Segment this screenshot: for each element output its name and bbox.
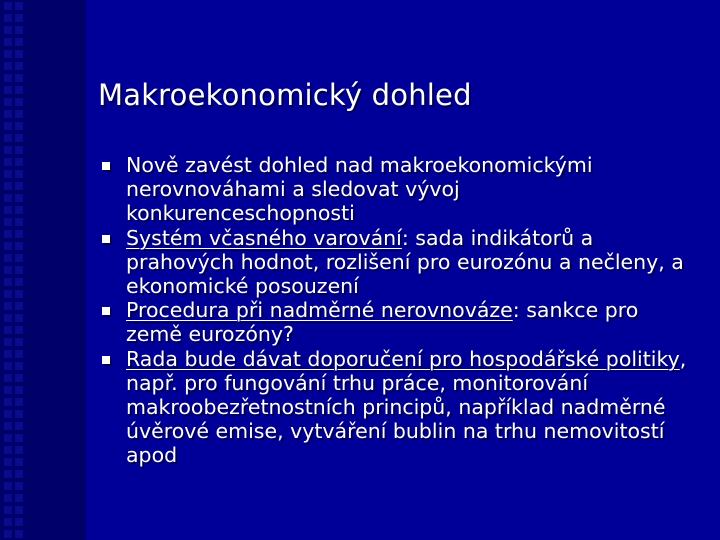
decorative-square [4,386,12,394]
decorative-square [15,194,23,202]
decorative-square [15,326,23,334]
decorative-square [4,182,12,190]
decorative-square [4,470,12,478]
bullet-item [100,226,690,299]
decorative-square [4,410,12,418]
decorative-square [4,290,12,298]
bullet-text: : sankce pro země eurozóny? [126,298,639,347]
bullet-square-icon [102,235,110,243]
bullet-item [100,153,690,226]
decorative-square [4,482,12,490]
decorative-square [4,38,12,46]
decorative-square [4,350,12,358]
bullet-emphasis-link[interactable]: Systém včasného varování [126,225,402,250]
decorative-square [15,518,23,526]
decorative-square [4,134,12,142]
decorative-square [15,266,23,274]
decorative-square-column [15,0,24,540]
decorative-square [15,422,23,430]
decorative-square [4,158,12,166]
decorative-square [15,470,23,478]
decorative-square [4,362,12,370]
decorative-square [4,122,12,130]
decorative-square [15,62,23,70]
decorative-square [4,266,12,274]
decorative-square [4,218,12,226]
decorative-square [15,302,23,310]
decorative-square [15,134,23,142]
bullet-list [100,153,690,468]
decorative-square [4,50,12,58]
decorative-square [15,182,23,190]
decorative-square [4,494,12,502]
decorative-square [4,146,12,154]
decorative-square [4,398,12,406]
bullet-emphasis-link[interactable]: Procedura při nadměrné nerovnováze [126,298,513,323]
decorative-square [15,278,23,286]
decorative-square [15,38,23,46]
decorative-square [15,350,23,358]
bullet-text: Nově zavést dohled nad makroekonomickými nerovnováhami a sledovat vývoj konkurenceschopnosti [126,153,593,226]
decorative-square [15,218,23,226]
decorative-square [4,74,12,82]
decorative-square [15,398,23,406]
decorative-square [15,14,23,22]
bullet-text: : sada indikátorů a prahových hodnot, rozlišení pro eurozónu a nečleny, a ekonomické posouzení [126,225,684,299]
decorative-square [4,314,12,322]
decorative-square [15,494,23,502]
decorative-square [15,386,23,394]
decorative-square [4,170,12,178]
decorative-square [4,194,12,202]
decorative-square [15,530,23,538]
decorative-square [4,338,12,346]
decorative-square [15,110,23,118]
decorative-square [4,86,12,94]
decorative-square [15,242,23,250]
decorative-square [4,446,12,454]
decorative-square [4,110,12,118]
decorative-square [15,26,23,34]
decorative-square [4,98,12,106]
decorative-square [15,458,23,466]
bullet-emphasis-link[interactable]: Rada bude dávat doporučení pro hospodářské politiky [126,346,680,371]
decorative-square [15,290,23,298]
decorative-square [4,242,12,250]
decorative-square [4,26,12,34]
decorative-square [15,98,23,106]
decorative-square [4,434,12,442]
decorative-square [15,410,23,418]
decorative-square [15,362,23,370]
decorative-square [15,506,23,514]
decorative-square [15,122,23,130]
bullet-text: , např. pro fungování trhu práce, monitorování makroobezřetnostních principů, například nadměrné úvěrové emise, vytváření bublin na trhu nemovitostí apod [126,346,687,468]
decorative-square [4,230,12,238]
decorative-square [4,530,12,538]
decorative-square [4,206,12,214]
decorative-square [15,206,23,214]
decorative-square [15,434,23,442]
bullet-square-icon [102,162,110,170]
decorative-square [15,338,23,346]
decorative-square [15,230,23,238]
decorative-square-column [4,0,13,540]
decorative-square [4,62,12,70]
decorative-square [4,14,12,22]
decorative-square [15,314,23,322]
bullet-item [100,347,690,468]
decorative-square [15,374,23,382]
decorative-square [4,302,12,310]
decorative-square [15,482,23,490]
decorative-square [15,50,23,58]
decorative-square [15,446,23,454]
decorative-square [15,254,23,262]
decorative-square [4,2,12,10]
decorative-square [15,158,23,166]
bullet-square-icon [102,307,110,315]
decorative-square [4,518,12,526]
decorative-square [15,146,23,154]
decorative-square [15,86,23,94]
decorative-square [4,326,12,334]
slide-title: Makroekonomický dohled [98,78,472,112]
decorative-square [15,74,23,82]
decorative-square [4,374,12,382]
decorative-square [4,278,12,286]
bullet-item [100,298,690,346]
decorative-square [15,2,23,10]
decorative-square [4,458,12,466]
decorative-square [4,422,12,430]
bullet-square-icon [102,356,110,364]
decorative-square [15,170,23,178]
decorative-square [4,506,12,514]
decorative-square [4,254,12,262]
